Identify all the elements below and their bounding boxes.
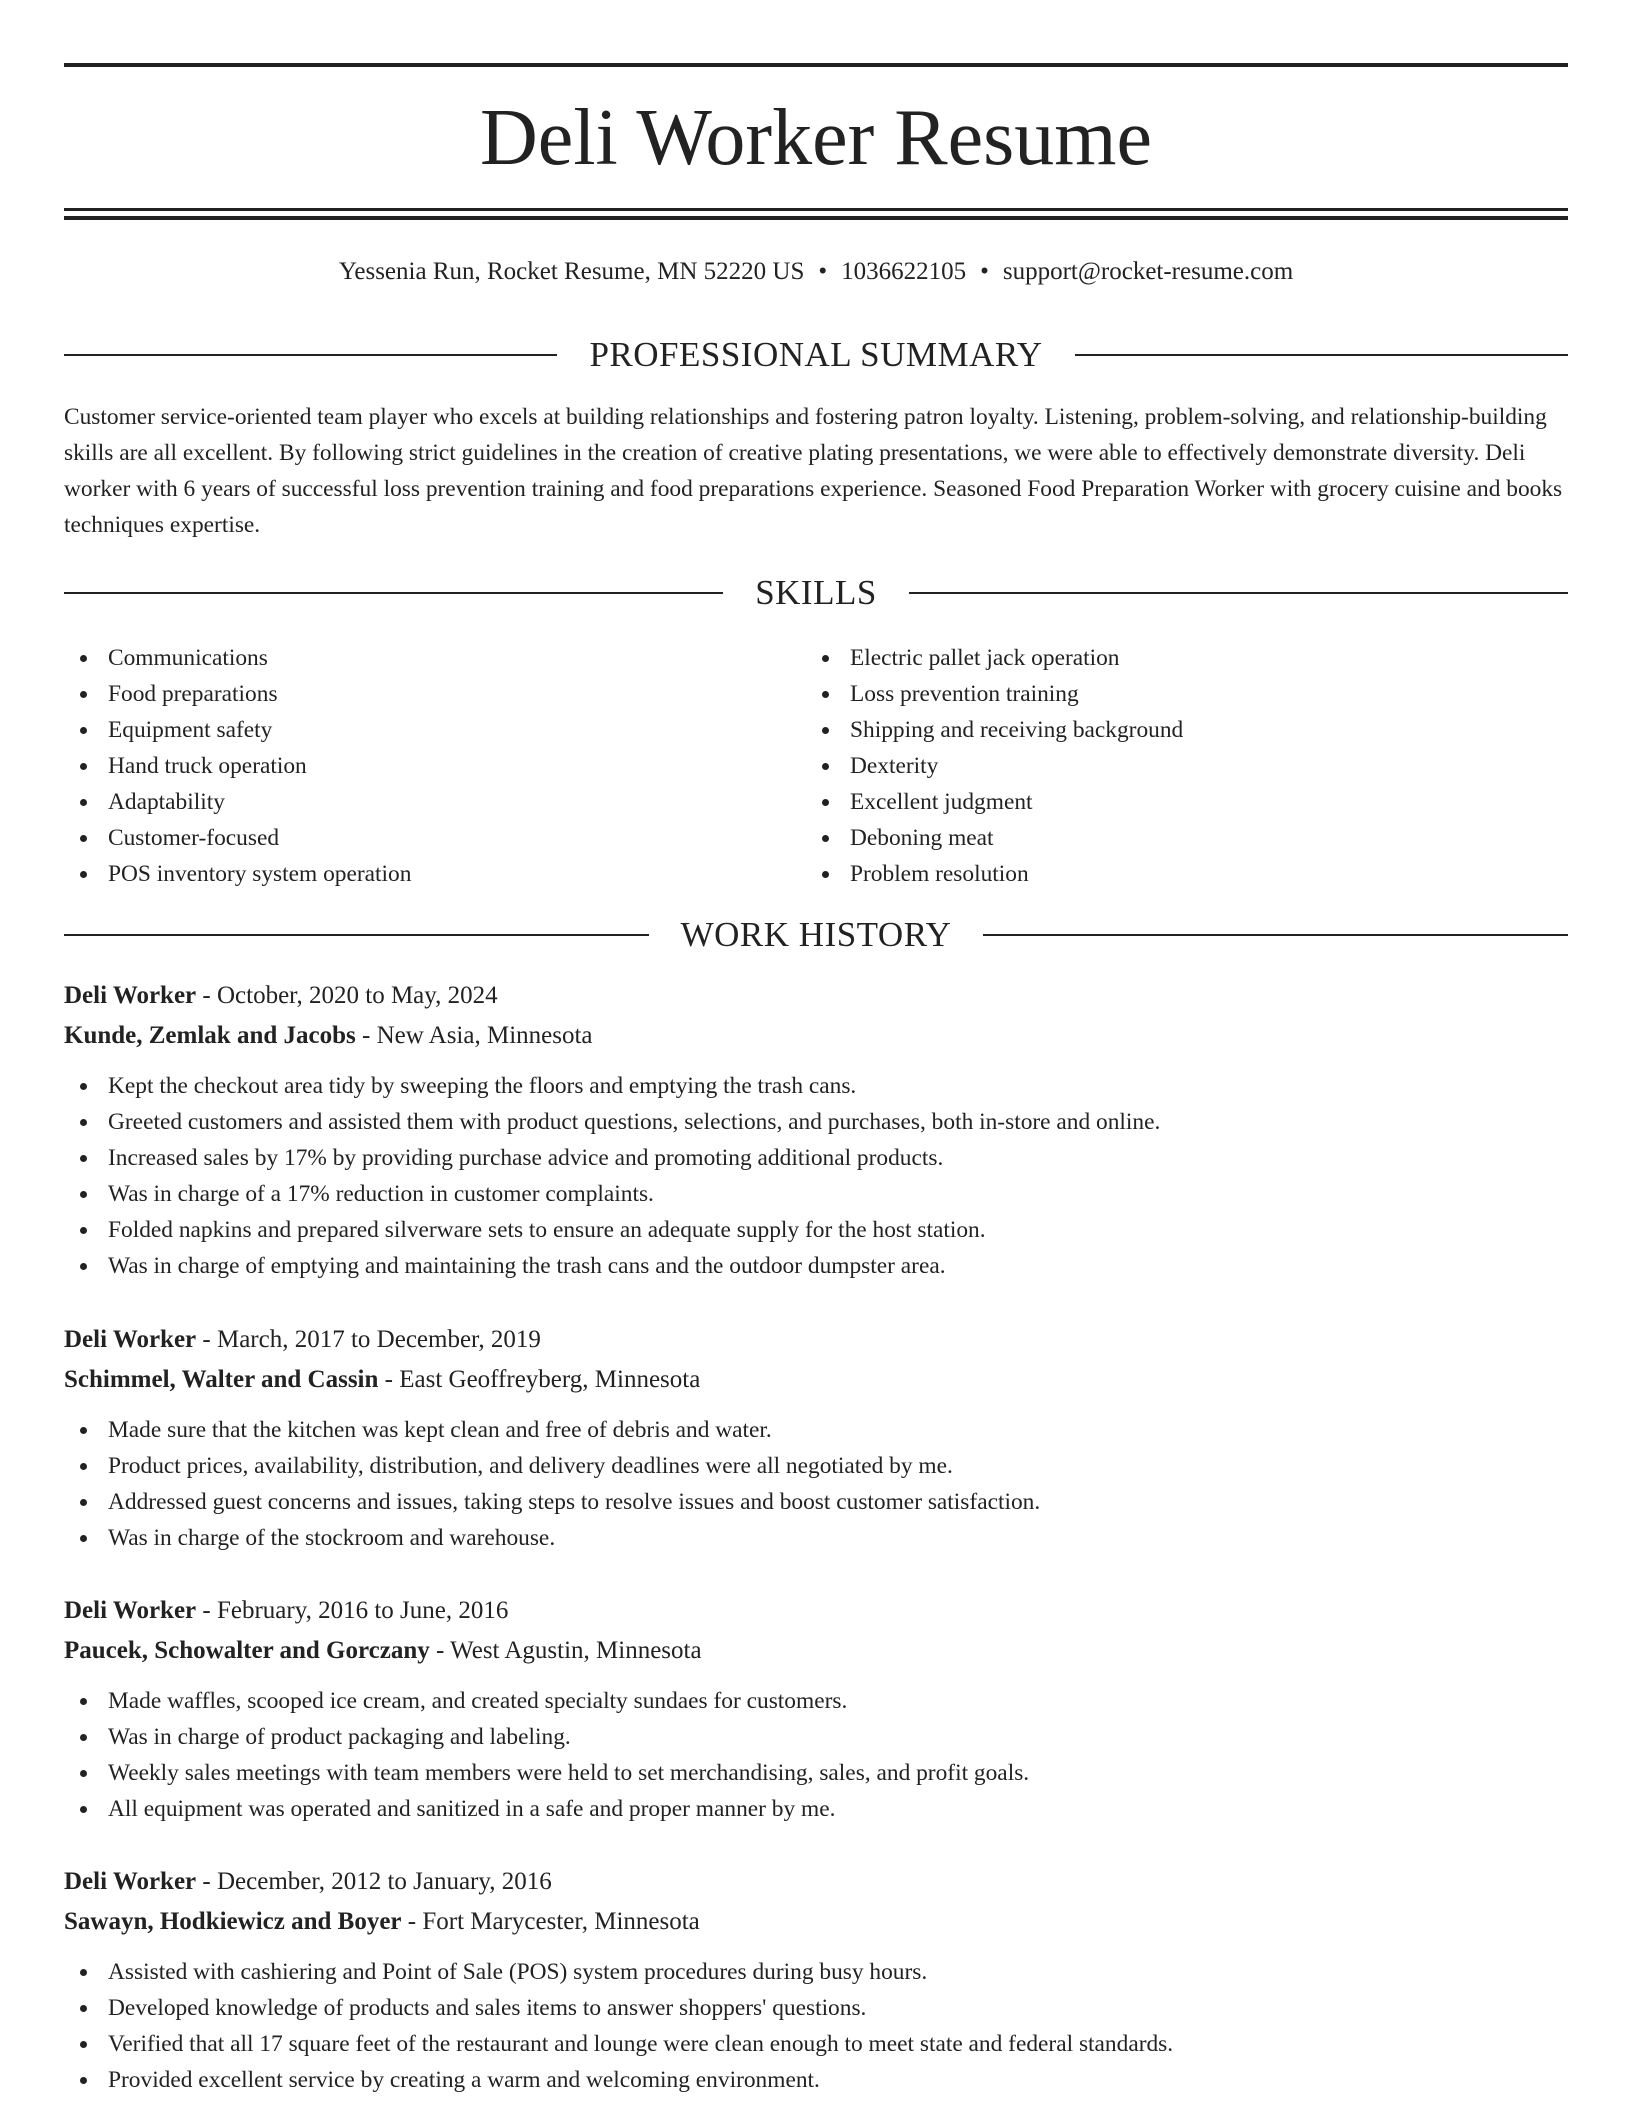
skills-column-right xyxy=(806,640,1568,892)
duty-item: Increased sales by 17% by providing purchase advice and promoting additional products. xyxy=(64,1140,1568,1176)
job-dates: - October, 2020 to May, 2024 xyxy=(196,982,498,1009)
job-company: Schimmel, Walter and Cassin xyxy=(64,1366,379,1393)
skill-item: Adaptability xyxy=(64,784,806,820)
duty-item: Folded napkins and prepared silverware sets to ensure an adequate supply for the host station. xyxy=(64,1212,1568,1248)
job-title-line xyxy=(64,976,1568,1016)
job-title: Deli Worker xyxy=(64,1326,197,1353)
job-location: - East Geoffreyberg, Minnesota xyxy=(378,1366,701,1393)
duty-item: Was in charge of emptying and maintaining the trash cans and the outdoor dumpster area. xyxy=(64,1248,1568,1284)
skill-item: Dexterity xyxy=(806,748,1568,784)
skill-item: Equipment safety xyxy=(64,712,806,748)
job-dates: - February, 2016 to June, 2016 xyxy=(196,1597,509,1624)
resume-title: Deli Worker Resume xyxy=(480,94,1152,182)
heading-rule-right xyxy=(983,934,1568,936)
heading-rule-left xyxy=(64,592,723,594)
duty-item: Greeted customers and assisted them with product questions, selections, and purchases, both in-store and online. xyxy=(64,1104,1568,1140)
job-entry xyxy=(64,1591,1568,1827)
contact-separator: • xyxy=(818,258,828,285)
duty-item: Was in charge of product packaging and labeling. xyxy=(64,1719,1568,1755)
skills-column-left xyxy=(64,640,806,892)
skills-list xyxy=(64,640,1568,892)
title-rule-upper xyxy=(64,208,1568,211)
summary-heading-label: PROFESSIONAL SUMMARY xyxy=(589,335,1043,374)
job-title-line xyxy=(64,1320,1568,1360)
job-entry xyxy=(64,976,1568,1284)
skill-item: Problem resolution xyxy=(806,856,1568,892)
skill-item: Food preparations xyxy=(64,676,806,712)
heading-rule-left xyxy=(64,934,649,936)
top-rule xyxy=(64,63,1568,67)
heading-rule-right xyxy=(1075,354,1568,356)
job-company-line xyxy=(64,1016,1568,1056)
skill-item: POS inventory system operation xyxy=(64,856,806,892)
skill-item: Customer-focused xyxy=(64,820,806,856)
duty-item: Made sure that the kitchen was kept clean and free of debris and water. xyxy=(64,1412,1568,1448)
title-rule-lower xyxy=(64,216,1568,220)
duty-item: Kept the checkout area tidy by sweeping the floors and emptying the trash cans. xyxy=(64,1068,1568,1104)
duty-item: Was in charge of a 17% reduction in customer complaints. xyxy=(64,1176,1568,1212)
work-heading xyxy=(64,913,1568,957)
job-dates: - December, 2012 to January, 2016 xyxy=(196,1868,552,1895)
job-duties xyxy=(64,1683,1568,1827)
heading-rule-right xyxy=(909,592,1568,594)
work-heading-label: WORK HISTORY xyxy=(680,915,952,954)
duty-item: Was in charge of the stockroom and warehouse. xyxy=(64,1520,1568,1556)
duty-item: Product prices, availability, distribution, and delivery deadlines were all negotiated by me. xyxy=(64,1448,1568,1484)
duty-item: Made waffles, scooped ice cream, and created specialty sundaes for customers. xyxy=(64,1683,1568,1719)
duty-item: Assisted with cashiering and Point of Sale (POS) system procedures during busy hours. xyxy=(64,1954,1568,1990)
summary-text: Customer service-oriented team player who excels at building relationships and fostering patron loyalty. Listening, problem-solving, and relationship-building skills are all excellent. By following strict guidelines in the creation of creative plating presentations, we were able to effectively demonstrate diversity. Deli worker with 6 years of successful loss prevention training and food preparations experience. Seasoned Food Preparation Worker with grocery cuisine and books techniques expertise. xyxy=(64,404,1563,538)
job-title-line xyxy=(64,1591,1568,1631)
duty-item: Addressed guest concerns and issues, taking steps to resolve issues and boost customer satisfaction. xyxy=(64,1484,1568,1520)
duty-item: Provided excellent service by creating a warm and welcoming environment. xyxy=(64,2062,1568,2098)
skill-item: Shipping and receiving background xyxy=(806,712,1568,748)
duty-item: Verified that all 17 square feet of the restaurant and lounge were clean enough to meet state and federal standards. xyxy=(64,2026,1568,2062)
contact-email: support@rocket-resume.com xyxy=(1002,258,1294,285)
job-company: Paucek, Schowalter and Gorczany xyxy=(64,1637,430,1664)
job-company-line xyxy=(64,1902,1568,1942)
job-location: - Fort Marycester, Minnesota xyxy=(401,1908,700,1935)
job-duties xyxy=(64,1954,1568,2098)
job-title: Deli Worker xyxy=(64,982,197,1009)
job-entry xyxy=(64,1320,1568,1556)
contact-address: Yessenia Run, Rocket Resume, MN 52220 US xyxy=(338,258,805,285)
heading-rule-left xyxy=(64,354,557,356)
job-entry xyxy=(64,1862,1568,2098)
job-company: Kunde, Zemlak and Jacobs xyxy=(64,1022,356,1049)
contact-phone: 1036622105 xyxy=(841,258,967,285)
skills-heading xyxy=(64,571,1568,615)
contact-line xyxy=(64,254,1568,290)
job-duties xyxy=(64,1068,1568,1284)
duty-item: All equipment was operated and sanitized in a safe and proper manner by me. xyxy=(64,1791,1568,1827)
job-title-line xyxy=(64,1862,1568,1902)
skill-item: Electric pallet jack operation xyxy=(806,640,1568,676)
skills-heading-label: SKILLS xyxy=(755,573,877,612)
job-location: - New Asia, Minnesota xyxy=(355,1022,593,1049)
job-duties xyxy=(64,1412,1568,1556)
job-company: Sawayn, Hodkiewicz and Boyer xyxy=(64,1908,402,1935)
skill-item: Excellent judgment xyxy=(806,784,1568,820)
job-title: Deli Worker xyxy=(64,1868,197,1895)
job-title: Deli Worker xyxy=(64,1597,197,1624)
job-company-line xyxy=(64,1631,1568,1671)
job-dates: - March, 2017 to December, 2019 xyxy=(196,1326,541,1353)
skill-item: Communications xyxy=(64,640,806,676)
job-company-line xyxy=(64,1360,1568,1400)
skill-item: Deboning meat xyxy=(806,820,1568,856)
duty-item: Developed knowledge of products and sales items to answer shoppers' questions. xyxy=(64,1990,1568,2026)
contact-separator: • xyxy=(980,258,989,285)
skill-item: Loss prevention training xyxy=(806,676,1568,712)
summary-heading xyxy=(64,333,1568,377)
skill-item: Hand truck operation xyxy=(64,748,806,784)
duty-item: Weekly sales meetings with team members were held to set merchandising, sales, and profit goals. xyxy=(64,1755,1568,1791)
job-location: - West Agustin, Minnesota xyxy=(429,1637,702,1664)
